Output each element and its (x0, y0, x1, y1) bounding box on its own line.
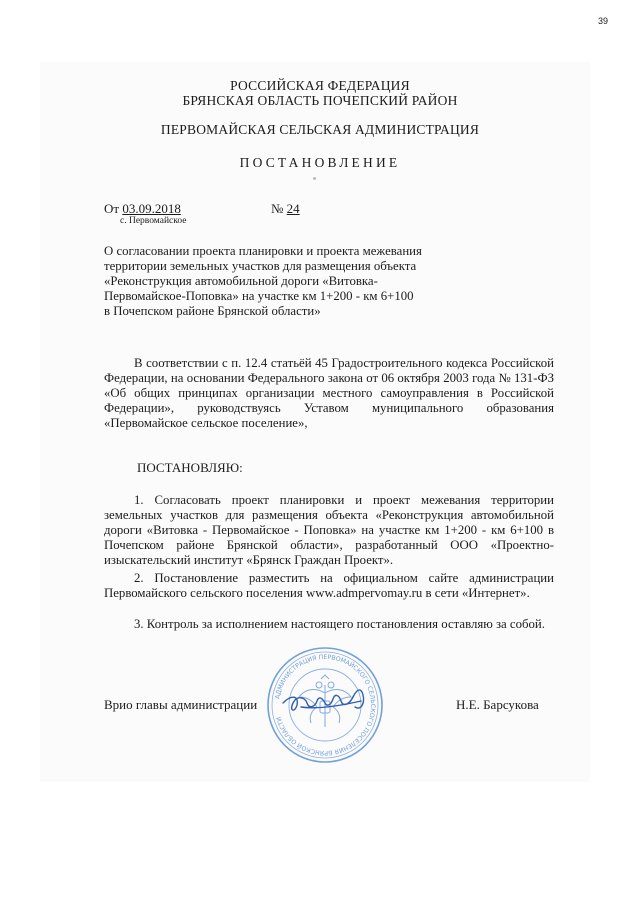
document-place: с. Первомайское (120, 216, 187, 226)
resolve-heading: ПОСТАНОВЛЯЮ: (137, 460, 243, 475)
date-value: 03.09.2018 (122, 201, 181, 216)
date-prefix: От (104, 201, 123, 216)
subject-line: «Реконструкция автомобильной дороги «Витовка- (104, 274, 378, 288)
header-region: БРЯНСКАЯ ОБЛАСТЬ ПОЧЕПСКИЙ РАЙОН (182, 93, 458, 108)
resolution-item-3: 3. Контроль за исполнением настоящего постановления оставляю за собой. (134, 617, 545, 631)
resolution-item-1: 1. Согласовать проект планировки и проект межевания территории земельных участков для размещения объекта «Реконструкция автомобильной дороги «Витовка - Первомайское - Поповка» на участке км 1+200 - км 6+100 в Почепском районе Брянской области», разработанный ООО «Проектно-изыскательский институт «Брянск Граждан Проект». (104, 493, 554, 567)
subject-line: О согласовании проекта планировки и проекта межевания (104, 244, 422, 258)
subject-line: территории земельных участков для размещения объекта (104, 259, 417, 273)
page-number: 39 (597, 16, 608, 26)
preamble-paragraph: В соответствии с п. 12.4 статьёй 45 Градостроительного кодекса Российской Федерации, на основании Федерального закона от 06 октября 2003 года № 131-ФЗ «Об общих принципах организации местного самоуправления в Российской Федерации», руководствуясь Уставом муниципального образования «Первомайское сельское поселение», (104, 356, 554, 430)
subject-line: в Почепском районе Брянской области» (104, 304, 321, 318)
signatory-name: Н.Е. Барсукова (456, 697, 539, 712)
resolution-item-2: 2. Постановление разместить на официальном сайте администрации Первомайского сельского поселения www.admpervomay.ru в сети «Интернет». (104, 571, 554, 600)
signatory-title: Врио главы администрации (104, 697, 258, 712)
document-date (104, 201, 181, 217)
header-country: РОССИЙСКАЯ ФЕДЕРАЦИЯ (230, 78, 410, 93)
header-administration: ПЕРВОМАЙСКАЯ СЕЛЬСКАЯ АДМИНИСТРАЦИЯ (160, 122, 480, 137)
official-seal-stamp (265, 645, 385, 765)
document-type: ПОСТАНОВЛЕНИЕ (239, 155, 401, 170)
handwritten-signature (283, 690, 364, 710)
scan-dot (313, 177, 316, 180)
subject-line: Первомайское-Поповка» на участке км 1+200 - км 6+100 (104, 289, 414, 303)
number-value: 24 (286, 201, 300, 216)
subject-block (104, 244, 484, 319)
number-prefix: № (271, 201, 287, 216)
document-number (271, 201, 300, 217)
svg-text:АДМИНИСТРАЦИЯ ПЕРВОМАЙСКОГО СЕ: АДМИНИСТРАЦИЯ ПЕРВОМАЙСКОГО СЕЛЬСКОГО ПОСЕЛЕНИЯ БРЯНСКОЙ ОБЛАСТИ (274, 653, 377, 757)
